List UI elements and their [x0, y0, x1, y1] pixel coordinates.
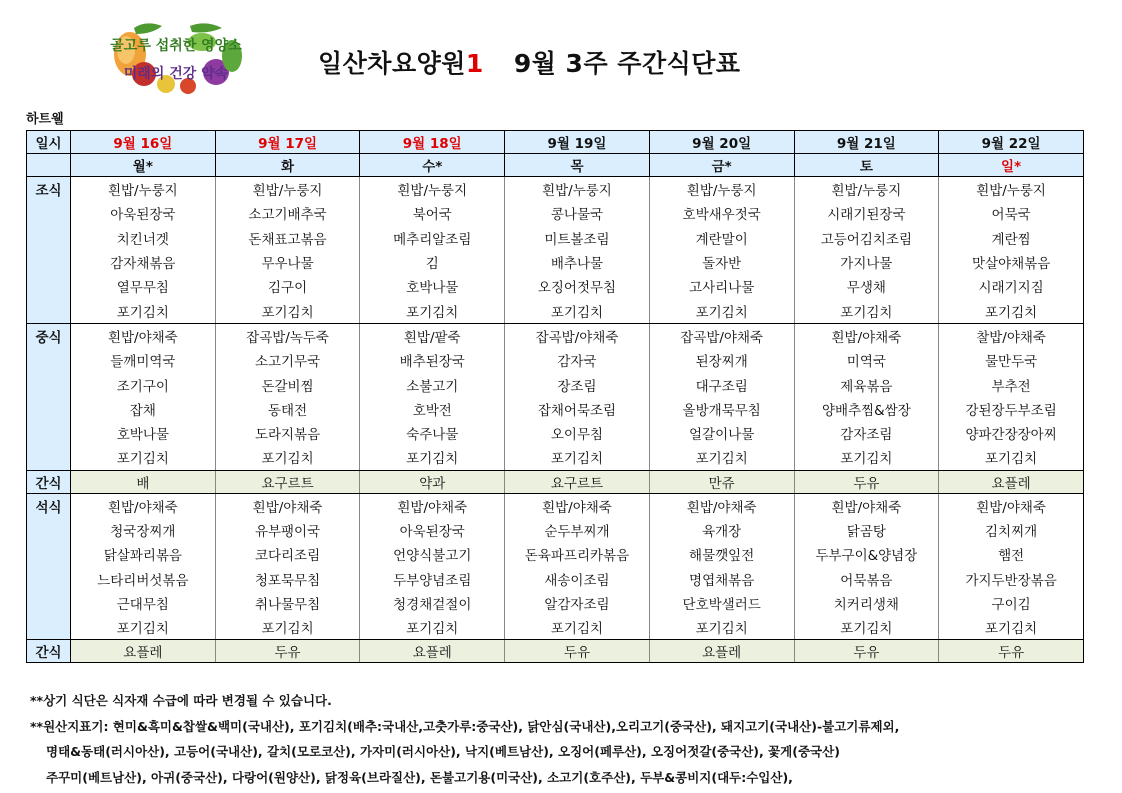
menu-item: 포기김치 — [939, 298, 1084, 323]
menu-item: 새송이조림 — [505, 566, 650, 590]
menu-item: 오징어젓무침 — [505, 274, 650, 298]
menu-item: 배추된장국 — [360, 348, 505, 372]
menu-item: 조기구이 — [71, 372, 216, 396]
menu-item: 미역국 — [794, 348, 939, 372]
menu-item: 명엽채볶음 — [649, 566, 794, 590]
menu-item: 무우나물 — [215, 250, 360, 274]
weekday-cell: 토 — [794, 154, 939, 177]
menu-item: 언양식불고기 — [360, 542, 505, 566]
menu-item: 대구조림 — [649, 372, 794, 396]
menu-item: 닭곰탕 — [794, 518, 939, 542]
menu-item: 흰밥/야채죽 — [71, 323, 216, 348]
menu-item: 근대무침 — [71, 591, 216, 615]
snack-item: 두유 — [505, 640, 650, 663]
menu-item: 포기김치 — [215, 615, 360, 640]
snack-item: 약과 — [360, 470, 505, 493]
menu-item: 포기김치 — [71, 298, 216, 323]
menu-item: 흰밥/야채죽 — [649, 493, 794, 518]
date-cell: 9월 16일 — [71, 131, 216, 154]
menu-item: 흰밥/야채죽 — [505, 493, 650, 518]
weekly-menu-table — [26, 130, 1084, 663]
menu-item: 가지두반장볶음 — [939, 566, 1084, 590]
lunch-row — [27, 323, 1084, 348]
snack-item: 요구르트 — [215, 470, 360, 493]
menu-item: 포기김치 — [649, 615, 794, 640]
menu-item: 고등어김치조림 — [794, 226, 939, 250]
snack-item: 두유 — [794, 640, 939, 663]
date-cell: 9월 17일 — [215, 131, 360, 154]
date-cell: 9월 18일 — [360, 131, 505, 154]
menu-item: 흰밥/누룽지 — [649, 177, 794, 202]
menu-item: 포기김치 — [360, 298, 505, 323]
menu-item: 잡곡밥/야채죽 — [649, 323, 794, 348]
menu-item: 감자조림 — [794, 421, 939, 445]
menu-item: 찰밥/야채죽 — [939, 323, 1084, 348]
menu-item: 육개장 — [649, 518, 794, 542]
menu-item: 도라지볶음 — [215, 421, 360, 445]
svg-text:골고루 섭취한 영양소: 골고루 섭취한 영양소 — [110, 38, 242, 54]
lunch-row — [27, 421, 1084, 445]
snack-item: 요플레 — [71, 640, 216, 663]
menu-item: 포기김치 — [505, 298, 650, 323]
menu-item: 어묵국 — [939, 201, 1084, 225]
vegetable-basket-icon — [114, 23, 242, 94]
menu-item: 계란찜 — [939, 226, 1084, 250]
menu-item: 장조림 — [505, 372, 650, 396]
date-row — [27, 131, 1084, 154]
menu-item: 알감자조림 — [505, 591, 650, 615]
menu-item: 유부팽이국 — [215, 518, 360, 542]
menu-item: 미트볼조림 — [505, 226, 650, 250]
breakfast-row — [27, 226, 1084, 250]
snack-item: 요플레 — [939, 470, 1084, 493]
menu-item: 아욱된장국 — [71, 201, 216, 225]
menu-item: 치커리생채 — [794, 591, 939, 615]
menu-item: 느타리버섯볶음 — [71, 566, 216, 590]
snack-row — [27, 470, 1084, 493]
dinner-row — [27, 542, 1084, 566]
menu-item: 흰밥/누룽지 — [794, 177, 939, 202]
week-title: 9월 3주 주간식단표 — [513, 49, 741, 78]
menu-item: 양배추찜&쌈장 — [794, 397, 939, 421]
logo — [106, 20, 246, 98]
menu-item: 소고기배추국 — [215, 201, 360, 225]
snack-item: 두유 — [794, 470, 939, 493]
brand-label: 하트웰 — [26, 112, 64, 127]
lunch-row — [27, 397, 1084, 421]
breakfast-row — [27, 298, 1084, 323]
menu-item: 흰밥/누룽지 — [360, 177, 505, 202]
header-label: 일시 — [27, 131, 71, 154]
weekday-label-cell — [27, 154, 71, 177]
weekday-cell: 화 — [215, 154, 360, 177]
notes — [30, 688, 899, 790]
date-cell: 9월 19일 — [505, 131, 650, 154]
breakfast-row — [27, 250, 1084, 274]
menu-item: 제육볶음 — [794, 372, 939, 396]
change-notice: **상기 식단은 식자재 수급에 따라 변경될 수 있습니다. — [30, 693, 332, 708]
menu-item: 흰밥/야채죽 — [939, 493, 1084, 518]
menu-item: 잡채어묵조림 — [505, 397, 650, 421]
weekday-cell: 월* — [71, 154, 216, 177]
menu-item: 포기김치 — [649, 298, 794, 323]
breakfast-row — [27, 201, 1084, 225]
menu-item: 닭살꽈리볶음 — [71, 542, 216, 566]
snack-item: 배 — [71, 470, 216, 493]
menu-item: 잡곡밥/야채죽 — [505, 323, 650, 348]
menu-item: 흰밥/야채죽 — [794, 323, 939, 348]
menu-item: 호박나물 — [360, 274, 505, 298]
menu-item: 포기김치 — [215, 298, 360, 323]
snack-item: 요플레 — [360, 640, 505, 663]
menu-item: 청경채겉절이 — [360, 591, 505, 615]
weekday-cell: 수* — [360, 154, 505, 177]
menu-item: 코다리조림 — [215, 542, 360, 566]
dinner-row — [27, 615, 1084, 640]
snack-item: 요구르트 — [505, 470, 650, 493]
menu-item: 콩나물국 — [505, 201, 650, 225]
menu-item: 순두부찌개 — [505, 518, 650, 542]
date-cell: 9월 20일 — [649, 131, 794, 154]
menu-item: 돈육파프리카볶음 — [505, 542, 650, 566]
menu-item: 호박새우젓국 — [649, 201, 794, 225]
menu-item: 물만두국 — [939, 348, 1084, 372]
menu-item: 계란말이 — [649, 226, 794, 250]
menu-item: 포기김치 — [794, 615, 939, 640]
menu-item: 감자국 — [505, 348, 650, 372]
svg-text:미래의 건강 약속: 미래의 건강 약속 — [123, 66, 229, 82]
menu-item: 가지나물 — [794, 250, 939, 274]
origin-line-1: **원산지표기: 현미&흑미&찹쌀&백미(국내산), 포기김치(배추:국내산,고춧가루:중국산), 닭안심(국내산),오리고기(중국산), 돼지고기(국내산)-불고기류제외, — [30, 718, 900, 734]
menu-item: 흰밥/야채죽 — [794, 493, 939, 518]
menu-item: 동태전 — [215, 397, 360, 421]
facility-name: 일산차요양원 — [318, 49, 466, 78]
menu-item: 흰밥/야채죽 — [360, 493, 505, 518]
weekday-cell: 금* — [649, 154, 794, 177]
menu-item: 열무무침 — [71, 274, 216, 298]
menu-item: 메추리알조림 — [360, 226, 505, 250]
menu-item: 얼갈이나물 — [649, 421, 794, 445]
menu-item: 돌자반 — [649, 250, 794, 274]
menu-item: 포기김치 — [505, 445, 650, 470]
menu-item: 포기김치 — [794, 445, 939, 470]
menu-item: 포기김치 — [794, 298, 939, 323]
menu-item: 김구이 — [215, 274, 360, 298]
menu-item: 김치찌개 — [939, 518, 1084, 542]
dinner-row — [27, 591, 1084, 615]
menu-item: 호박전 — [360, 397, 505, 421]
menu-item: 호박나물 — [71, 421, 216, 445]
menu-item: 포기김치 — [505, 615, 650, 640]
menu-item: 북어국 — [360, 201, 505, 225]
menu-item: 흰밥/누룽지 — [505, 177, 650, 202]
menu-item: 고사리나물 — [649, 274, 794, 298]
menu-item: 돈갈비찜 — [215, 372, 360, 396]
breakfast-label: 조식 — [27, 177, 71, 324]
menu-item: 오이무침 — [505, 421, 650, 445]
menu-item: 흰밥/야채죽 — [71, 493, 216, 518]
menu-item: 흰밥/누룽지 — [939, 177, 1084, 202]
menu-item: 취나물무침 — [215, 591, 360, 615]
snack-label: 간식 — [27, 470, 71, 493]
breakfast-row — [27, 274, 1084, 298]
snack-item: 만쥬 — [649, 470, 794, 493]
menu-item: 포기김치 — [71, 445, 216, 470]
date-cell: 9월 22일 — [939, 131, 1084, 154]
menu-item: 두부구이&양념장 — [794, 542, 939, 566]
origin-line-3: 주꾸미(베트남산), 아귀(중국산), 다랑어(원양산), 닭정육(브라질산), 돈불고기용(미국산), 소고기(호주산), 두부&콩비지(대두:수입산), — [46, 769, 793, 785]
weekday-row — [27, 154, 1084, 177]
menu-item: 맛살야채볶음 — [939, 250, 1084, 274]
menu-item: 어묵볶음 — [794, 566, 939, 590]
weekday-cell: 일* — [939, 154, 1084, 177]
menu-item: 치킨너겟 — [71, 226, 216, 250]
snack-item: 두유 — [939, 640, 1084, 663]
menu-item: 두부양념조림 — [360, 566, 505, 590]
menu-item: 배추나물 — [505, 250, 650, 274]
facility-number: 1 — [465, 49, 484, 78]
menu-item: 소불고기 — [360, 372, 505, 396]
breakfast-row — [27, 177, 1084, 202]
date-cell: 9월 21일 — [794, 131, 939, 154]
menu-item: 해물깻잎전 — [649, 542, 794, 566]
menu-item: 포기김치 — [939, 445, 1084, 470]
menu-item: 포기김치 — [939, 615, 1084, 640]
snack-item: 두유 — [215, 640, 360, 663]
snack-item: 요플레 — [649, 640, 794, 663]
menu-item: 감자채볶음 — [71, 250, 216, 274]
menu-item: 들깨미역국 — [71, 348, 216, 372]
menu-item: 포기김치 — [360, 615, 505, 640]
menu-item: 흰밥/팥죽 — [360, 323, 505, 348]
menu-item: 잡곡밥/녹두죽 — [215, 323, 360, 348]
menu-item: 된장찌개 — [649, 348, 794, 372]
menu-item: 소고기무국 — [215, 348, 360, 372]
dinner-label: 석식 — [27, 493, 71, 640]
menu-item: 흰밥/누룽지 — [71, 177, 216, 202]
menu-item: 돈채표고볶음 — [215, 226, 360, 250]
dinner-row — [27, 566, 1084, 590]
menu-item: 청포묵무침 — [215, 566, 360, 590]
menu-item: 무생채 — [794, 274, 939, 298]
menu-item: 잡채 — [71, 397, 216, 421]
lunch-row — [27, 372, 1084, 396]
menu-item: 올방개묵무침 — [649, 397, 794, 421]
menu-item: 흰밥/야채죽 — [215, 493, 360, 518]
menu-item: 포기김치 — [215, 445, 360, 470]
menu-item: 부추전 — [939, 372, 1084, 396]
lunch-row — [27, 348, 1084, 372]
snack2-label: 간식 — [27, 640, 71, 663]
lunch-row — [27, 445, 1084, 470]
menu-item: 포기김치 — [360, 445, 505, 470]
menu-item: 아욱된장국 — [360, 518, 505, 542]
origin-line-2: 명태&동태(러시아산), 고등어(국내산), 갈치(모로코산), 가자미(러시아산), 낙지(베트남산), 오징어(페루산), 오징어젓갈(중국산), 꽃게(중국산) — [46, 744, 840, 759]
menu-item: 포기김치 — [71, 615, 216, 640]
menu-item: 강된장두부조림 — [939, 397, 1084, 421]
menu-item: 시래기된장국 — [794, 201, 939, 225]
dinner-row — [27, 493, 1084, 518]
menu-item: 시래기지짐 — [939, 274, 1084, 298]
dinner-row — [27, 518, 1084, 542]
weekday-cell: 목 — [505, 154, 650, 177]
menu-item: 숙주나물 — [360, 421, 505, 445]
page-title — [318, 44, 741, 80]
lunch-label: 중식 — [27, 323, 71, 470]
menu-item: 단호박샐러드 — [649, 591, 794, 615]
menu-item: 청국장찌개 — [71, 518, 216, 542]
menu-item: 김 — [360, 250, 505, 274]
menu-item: 구이김 — [939, 591, 1084, 615]
menu-item: 양파간장장아찌 — [939, 421, 1084, 445]
menu-item: 흰밥/누룽지 — [215, 177, 360, 202]
snack2-row — [27, 640, 1084, 663]
menu-item: 햄전 — [939, 542, 1084, 566]
menu-item: 포기김치 — [649, 445, 794, 470]
